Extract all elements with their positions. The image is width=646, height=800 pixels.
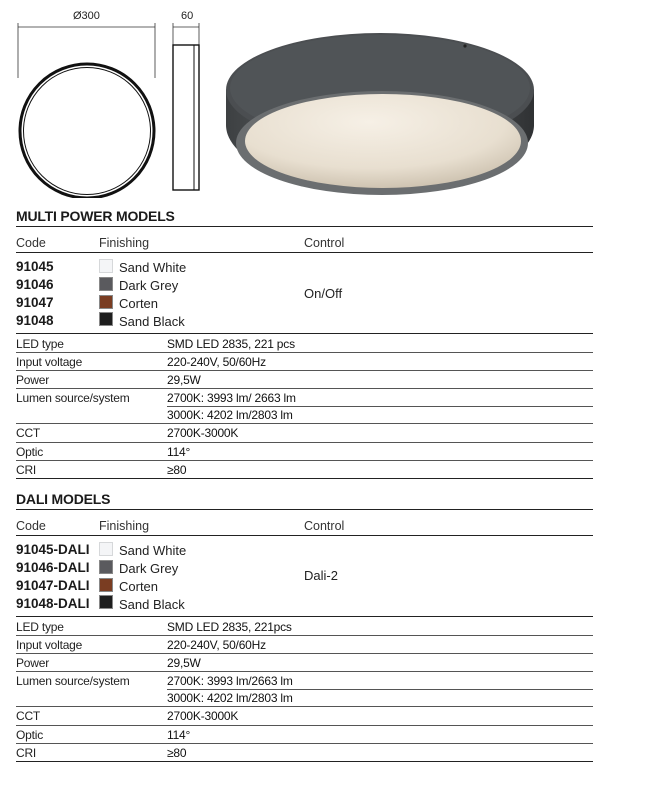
finish-name: Sand White <box>119 543 187 558</box>
divider <box>16 743 593 744</box>
column-header-code: Code <box>16 236 46 250</box>
divider <box>16 333 593 334</box>
column-header-code: Code <box>16 519 46 533</box>
spec-value-optic: 114° <box>167 445 191 459</box>
divider <box>16 671 593 672</box>
model-code: 91045 <box>16 259 54 274</box>
spec-label-power: Power <box>16 373 50 387</box>
divider <box>16 616 593 617</box>
spec-label-optic: Optic <box>16 728 44 742</box>
dark-grey-swatch <box>99 560 113 574</box>
column-header-control: Control <box>304 236 345 250</box>
divider <box>16 535 593 536</box>
model-code: 91047 <box>16 295 54 310</box>
finish-name: Sand Black <box>119 597 185 612</box>
sand-white-swatch <box>99 542 113 556</box>
model-code: 91048-DALI <box>16 596 90 611</box>
divider <box>16 509 593 510</box>
divider <box>16 761 593 762</box>
diameter-label: Ø300 <box>73 10 100 22</box>
product-image <box>220 20 540 205</box>
spec-label-power: Power <box>16 656 50 670</box>
divider <box>167 689 593 690</box>
dimension-drawing <box>10 18 210 198</box>
spec-label-lumen: Lumen source/system <box>16 674 130 688</box>
control-type: Dali-2 <box>304 568 338 583</box>
model-code: 91045-DALI <box>16 542 90 557</box>
sand-black-swatch <box>99 595 113 609</box>
divider <box>16 423 593 424</box>
spec-value-cct: 2700K-3000K <box>167 426 239 440</box>
spec-label-cri: CRI <box>16 746 37 760</box>
spec-label-led-type: LED type <box>16 620 64 634</box>
divider <box>16 370 593 371</box>
spec-value-power: 29,5W <box>167 373 201 387</box>
spec-label-led-type: LED type <box>16 337 64 351</box>
finish-name: Sand White <box>119 260 187 275</box>
spec-value-cct: 2700K-3000K <box>167 709 239 723</box>
spec-label-cct: CCT <box>16 709 41 723</box>
spec-value-lumen-2700k: 2700K: 3993 lm/2663 lm <box>167 674 293 688</box>
spec-value-power: 29,5W <box>167 656 201 670</box>
spec-value-cri: ≥80 <box>167 463 187 477</box>
divider <box>16 653 593 654</box>
divider <box>16 725 593 726</box>
model-code: 91046-DALI <box>16 560 90 575</box>
spec-value-lumen-3000k: 3000K: 4202 lm/2803 lm <box>167 691 293 705</box>
model-code: 91047-DALI <box>16 578 90 593</box>
spec-label-lumen: Lumen source/system <box>16 391 130 405</box>
spec-value-led-type: SMD LED 2835, 221 pcs <box>167 337 295 351</box>
finish-name: Dark Grey <box>119 561 179 576</box>
divider <box>16 442 593 443</box>
control-type: On/Off <box>304 286 343 301</box>
corten-swatch <box>99 295 113 309</box>
column-header-finishing: Finishing <box>99 236 150 250</box>
divider <box>16 388 593 389</box>
spec-value-lumen-2700k: 2700K: 3993 lm/ 2663 lm <box>167 391 296 405</box>
spec-label-input-voltage: Input voltage <box>16 638 83 652</box>
model-code: 91048 <box>16 313 54 328</box>
spec-label-cct: CCT <box>16 426 41 440</box>
spec-value-cri: ≥80 <box>167 746 187 760</box>
spec-label-cri: CRI <box>16 463 37 477</box>
spec-value-optic: 114° <box>167 728 191 742</box>
column-header-control: Control <box>304 519 345 533</box>
divider <box>16 460 593 461</box>
dark-grey-swatch <box>99 277 113 291</box>
divider <box>16 352 593 353</box>
spec-value-input-voltage: 220-240V, 50/60Hz <box>167 355 266 369</box>
divider <box>16 635 593 636</box>
height-label: 60 <box>181 10 194 22</box>
divider <box>167 406 593 407</box>
divider <box>16 226 593 227</box>
finish-name: Corten <box>119 579 159 594</box>
spec-value-lumen-3000k: 3000K: 4202 lm/2803 lm <box>167 408 293 422</box>
sand-white-swatch <box>99 259 113 273</box>
spec-value-input-voltage: 220-240V, 50/60Hz <box>167 638 266 652</box>
divider <box>16 478 593 479</box>
section-title: MULTI POWER MODELS <box>16 208 175 224</box>
finish-name: Corten <box>119 296 159 311</box>
spec-value-led-type: SMD LED 2835, 221pcs <box>167 620 292 634</box>
spec-label-input-voltage: Input voltage <box>16 355 83 369</box>
corten-swatch <box>99 578 113 592</box>
model-code: 91046 <box>16 277 54 292</box>
section-title: DALI MODELS <box>16 491 111 507</box>
column-header-finishing: Finishing <box>99 519 150 533</box>
finish-name: Sand Black <box>119 314 185 329</box>
finish-name: Dark Grey <box>119 278 179 293</box>
divider <box>16 252 593 253</box>
divider <box>16 706 593 707</box>
sand-black-swatch <box>99 312 113 326</box>
spec-label-optic: Optic <box>16 445 44 459</box>
